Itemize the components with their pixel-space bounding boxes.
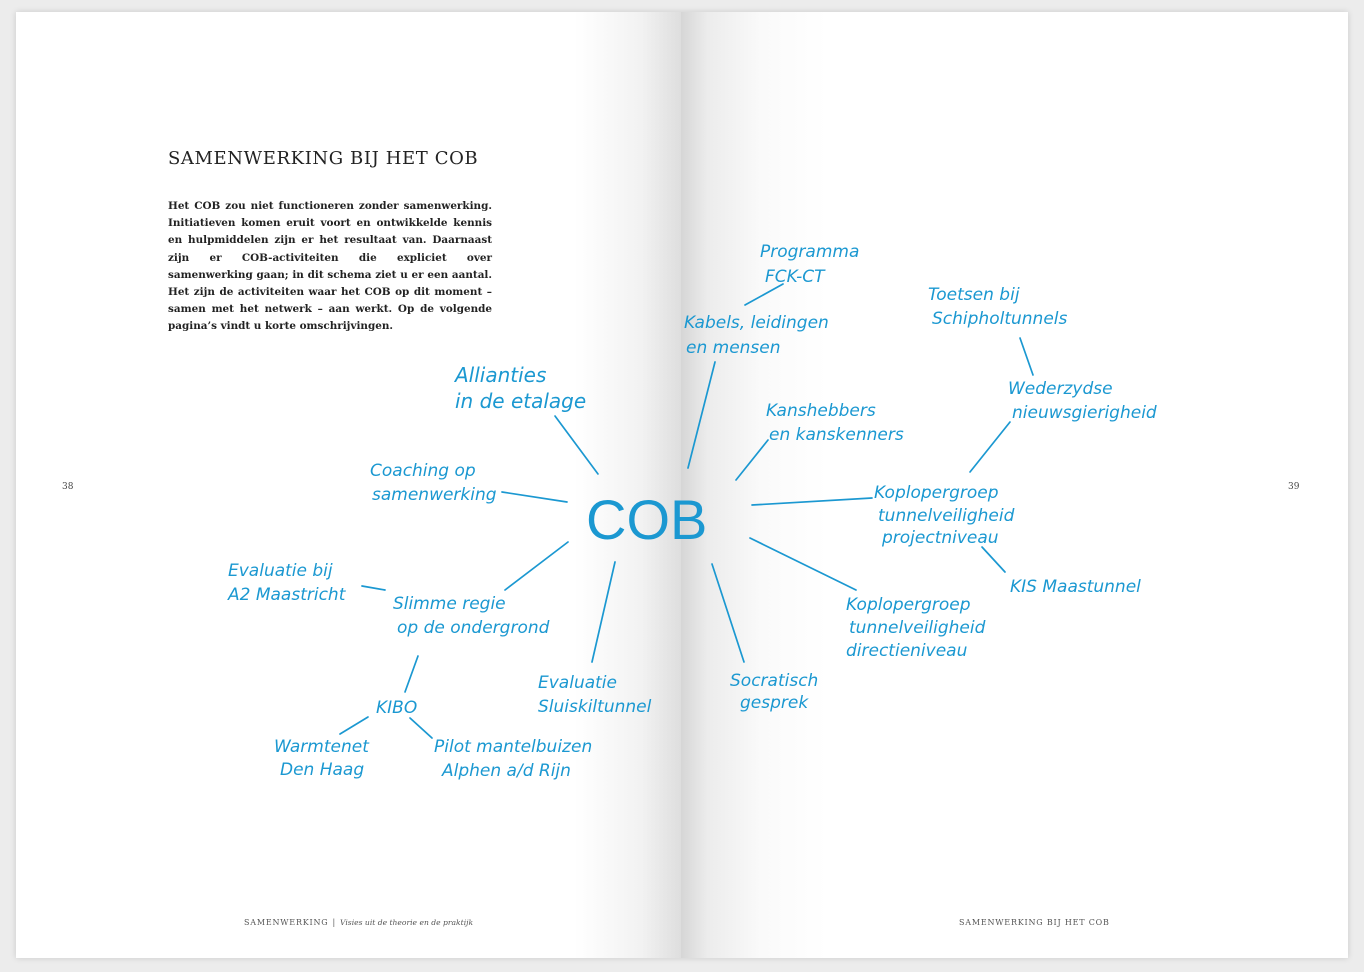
node-warmtenet-line-2: Den Haag bbox=[280, 760, 365, 780]
connector-slimme-kibo bbox=[405, 656, 418, 692]
node-wederzijdse bbox=[1008, 379, 1157, 423]
page-number-right: 39 bbox=[1288, 482, 1300, 492]
page-title: SAMENWERKING BIJ HET COB bbox=[168, 148, 479, 169]
node-koplopergroep-project bbox=[874, 483, 1015, 548]
node-koplopergroep-directie-line-3: directieniveau bbox=[846, 641, 968, 661]
node-toetsen-line-2: Schipholtunnels bbox=[932, 309, 1068, 329]
node-kanshebbers bbox=[766, 401, 904, 445]
node-slimme-regie bbox=[393, 594, 550, 638]
connector-evaluatie-a2-slimme bbox=[362, 586, 385, 590]
node-slimme-regie-line-1: Slimme regie bbox=[393, 594, 506, 614]
connector-cob-sluiskil bbox=[592, 562, 615, 662]
node-kabels bbox=[684, 313, 829, 358]
node-toetsen bbox=[928, 285, 1067, 329]
node-pilot bbox=[434, 737, 592, 781]
node-socratisch bbox=[730, 671, 818, 713]
connector-kibo-warmtenet bbox=[340, 717, 368, 734]
node-pilot-line-1: Pilot mantelbuizen bbox=[434, 737, 593, 757]
node-koplopergroep-directie-line-1: Koplopergroep bbox=[846, 595, 971, 615]
node-coaching-line-2: samenwerking bbox=[372, 485, 497, 505]
node-coaching bbox=[370, 461, 497, 505]
node-koplopergroep-directie bbox=[846, 595, 986, 661]
node-koplopergroep-directie-line-2: tunnelveiligheid bbox=[849, 618, 986, 638]
node-kis bbox=[1010, 577, 1141, 597]
node-evaluatie-a2 bbox=[227, 561, 347, 605]
connector-cob-socratisch bbox=[712, 564, 744, 662]
node-programma bbox=[760, 242, 859, 287]
mindmap-center: COB bbox=[586, 488, 708, 551]
node-socratisch-line-2: gesprek bbox=[740, 693, 809, 713]
connector-cob-koploper-project bbox=[752, 498, 872, 505]
connector-kabels-cob bbox=[688, 362, 715, 468]
node-evaluatie-a2-line-1: Evaluatie bij bbox=[228, 561, 333, 581]
connector-coaching-cob bbox=[502, 492, 567, 502]
connector-wederzijdse-koploper bbox=[970, 422, 1010, 472]
node-wederzijdse-line-2: nieuwsgierigheid bbox=[1012, 403, 1157, 423]
footer-subtitle: Visies uit de theorie en de praktijk bbox=[340, 918, 474, 927]
node-allianties-line-1: Allianties bbox=[455, 363, 547, 387]
node-allianties bbox=[453, 363, 586, 413]
footer-separator: | bbox=[332, 918, 337, 927]
node-kis-line-1: KIS Maastunnel bbox=[1010, 577, 1141, 597]
node-allianties-line-2: in de etalage bbox=[455, 389, 587, 413]
connector-programma-kabels bbox=[745, 284, 783, 305]
page-number-left: 38 bbox=[62, 482, 74, 492]
intro-paragraph: Het COB zou niet functioneren zonder samenwerking. Initiatieven komen eruit voort en ontwikkelde kennis en hulpmiddelen zijn er het resultaat van. Daarnaast zijn er COB-activiteiten die expliciet over samenwerking gaan; in dit schema ziet u er een aantal. Het zijn de activiteiten waar het COB op dit moment – samen met het netwerk – aan werkt. Op de volgende pagina’s vindt u korte omschrijvingen. bbox=[168, 200, 492, 333]
connector-kibo-pilot bbox=[410, 718, 432, 738]
node-toetsen-line-1: Toetsen bij bbox=[928, 285, 1020, 305]
node-socratisch-line-1: Socratisch bbox=[730, 671, 819, 691]
node-wederzijdse-line-1: Wederzydse bbox=[1008, 379, 1113, 399]
footer-section: SAMENWERKING bbox=[244, 918, 329, 927]
node-evaluatie-sluiskil-line-1: Evaluatie bbox=[538, 673, 617, 693]
node-koplopergroep-project-line-1: Koplopergroep bbox=[874, 483, 999, 503]
node-kanshebbers-line-2: en kanskenners bbox=[769, 425, 904, 445]
node-kanshebbers-line-1: Kanshebbers bbox=[766, 401, 876, 421]
node-koplopergroep-project-line-3: projectniveau bbox=[882, 528, 999, 548]
node-kabels-line-1: Kabels, leidingen bbox=[684, 313, 829, 333]
node-evaluatie-a2-line-2: A2 Maastricht bbox=[228, 585, 346, 605]
connector-toetsen-wederzijdse bbox=[1020, 338, 1033, 375]
node-programma-line-2: FCK-CT bbox=[765, 267, 825, 287]
node-coaching-line-1: Coaching op bbox=[370, 461, 476, 481]
node-kibo bbox=[376, 698, 417, 718]
node-koplopergroep-project-line-2: tunnelveiligheid bbox=[878, 506, 1015, 526]
connector-kanshebbers-cob bbox=[736, 440, 768, 480]
node-kabels-line-2: en mensen bbox=[686, 338, 781, 358]
connector-cob-koploper-directie bbox=[750, 538, 856, 590]
node-evaluatie-sluiskil-line-2: Sluiskiltunnel bbox=[538, 697, 652, 717]
node-slimme-regie-line-2: op de ondergrond bbox=[397, 618, 550, 638]
node-kibo-line-1: KIBO bbox=[376, 698, 418, 718]
node-pilot-line-2: Alphen a/d Rijn bbox=[442, 761, 571, 781]
node-warmtenet-line-1: Warmtenet bbox=[274, 737, 369, 757]
node-programma-line-1: Programma bbox=[760, 242, 860, 262]
connector-cob-slimme bbox=[505, 542, 568, 590]
connector-koploper-kis bbox=[982, 547, 1005, 572]
node-evaluatie-sluiskil bbox=[538, 673, 652, 717]
footer-right: SAMENWERKING BIJ HET COB bbox=[959, 918, 1110, 927]
connector-allianties-cob bbox=[555, 416, 598, 474]
node-warmtenet bbox=[274, 737, 370, 780]
